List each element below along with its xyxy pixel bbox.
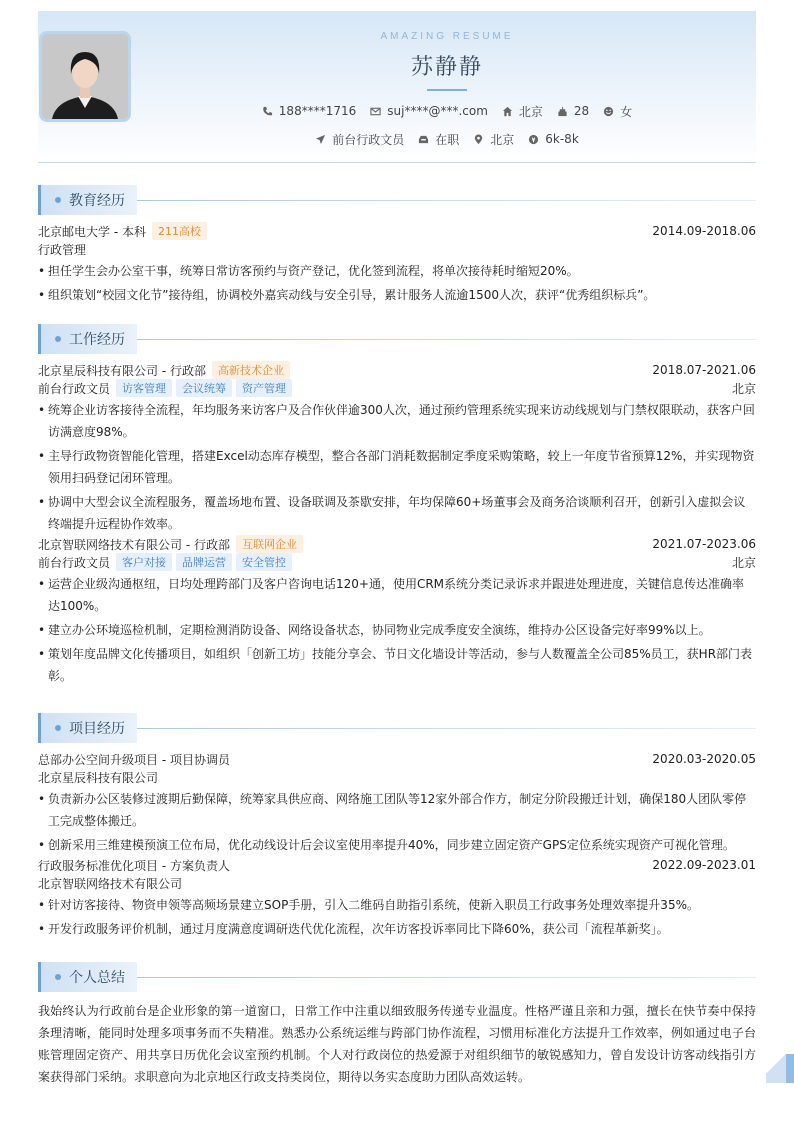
section-header [38,324,756,354]
age-text: 28 [573,104,590,118]
smile-icon [603,106,614,117]
project-org: 北京智联网络技术有限公司 [38,876,183,891]
phone-item [262,104,356,118]
target-city-item [473,131,514,148]
location-pin-icon [473,134,484,145]
school-name: 北京邮电大学 - 本科 [38,224,146,239]
list-item: • 开发行政服务评价机制，通过月度满意度调研迭代优化流程，次年访客投诉率同比下降60%，获公司「流程革新奖」。 [38,918,756,940]
cake-icon [557,106,568,117]
home-icon [502,106,513,117]
position-item [315,131,404,148]
bullet-dot-icon [55,974,61,980]
skill-tag: 访客管理 [116,379,172,397]
section-title: 个人总结 [69,970,125,986]
section-divider [137,339,756,340]
name-underline [427,89,467,91]
city-text: 北京 [518,104,543,119]
company-tag: 高新技术企业 [212,361,290,379]
profile-photo-image [42,34,128,119]
job-role: 前台行政文员 [38,381,111,396]
section-divider [137,977,756,978]
job-role: 前台行政文员 [38,555,111,570]
section-title: 项目经历 [69,721,125,737]
list-item: • 协调中大型会议全流程服务，覆盖场地布置、设备联调及茶歇安排，年均保障60+场董事会及商务洽谈顺利召开，创新引入虚拟会议终端提升远程协作效率。 [38,491,756,535]
role-row [38,379,756,397]
section-header [38,713,756,743]
section-title: 工作经历 [69,332,125,348]
project-date: 2022.09-2023.01 [652,858,756,872]
role-row [38,553,756,571]
summary-section [38,962,756,1088]
section-tab [38,324,137,354]
inbox-icon [418,134,429,145]
salary-item [528,132,579,146]
section-tab [38,185,137,215]
job-date: 2021.07-2023.06 [652,537,756,551]
project-entry [38,856,756,940]
company-name: 北京智联网络技术有限公司 - 行政部 [38,537,230,552]
education-section [38,185,756,306]
intention-row [138,129,756,149]
list-item: • 负责新办公区装修过渡期后勤保障，统筹家具供应商、网络施工团队等12家外部合作方，制定分阶段搬迁计划，确保180人团队零停工完成整体搬迁。 [38,788,756,832]
job-bullets [38,399,756,535]
coin-icon [528,134,539,145]
company-tag: 互联网企业 [236,535,303,553]
project-name: 行政服务标准优化项目 - 方案负责人 [38,858,230,873]
list-item: • 运营企业级沟通枢纽，日均处理跨部门及客户咨询电话120+通，使用CRM系统分类记录诉求并跟进处理进度，关键信息传达准确率达100%。 [38,573,756,617]
send-icon [315,134,326,145]
profile-photo [39,31,131,122]
bullet-dot-icon [55,336,61,342]
position-text: 前台行政文员 [332,132,405,147]
contact-row [138,101,756,121]
job-location: 北京 [731,381,756,396]
list-item: • 创新采用三维建模预演工位布局，优化动线设计后会议室使用率提升40%，同步建立固定资产GPS定位系统实现资产可视化管理。 [38,834,756,856]
work-section [38,324,756,687]
project-section [38,713,756,940]
major: 行政管理 [38,242,87,257]
list-item: • 组织策划“校园文化节”接待组，协调校外嘉宾动线与安全引导，累计服务人流逾1500人次，获评“优秀组织标兵”。 [38,284,756,306]
city-item [502,103,543,120]
project-bullets [38,788,756,856]
section-tab [38,713,137,743]
list-item: • 针对访客接待、物资申领等高频场景建立SOP手册，引入二维码自助指引系统，使新入职员工行政事务处理效率提升35%。 [38,894,756,916]
age-item [557,104,589,118]
section-divider [137,728,756,729]
section-title: 教育经历 [69,193,125,209]
entry-header [38,750,756,768]
project-org: 北京星辰科技有限公司 [38,770,159,785]
skill-tag: 客户对接 [116,553,172,571]
project-date: 2020.03-2020.05 [652,752,756,766]
skill-tag: 资产管理 [236,379,292,397]
phone-text: 188****1716 [278,104,357,118]
bullet-dot-icon [55,725,61,731]
bullet-dot-icon [55,197,61,203]
entry-header [38,856,756,874]
skill-tag: 品牌运营 [176,553,232,571]
list-item: • 策划年度品牌文化传播项目，如组织「创新工坊」技能分享会、节日文化墙设计等活动，参与人数覆盖全公司85%员工，获HR部门表彰。 [38,643,756,687]
education-bullets [38,260,756,306]
tagline: AMAZING RESUME [380,31,514,42]
email-text: suj****@***.com [387,104,488,118]
target-city-text: 北京 [490,132,515,147]
mail-icon [370,106,381,117]
entry-header [38,535,756,553]
org-row [38,874,756,892]
summary-text: 我始终认为行政前台是企业形象的第一道窗口，日常工作中注重以细致服务传递专业温度。性格严谨且亲和力强，擅长在快节奏中保持条理清晰，能同时处理多项事务而不失精准。熟悉办公系统运维与跨部门协作流程，习惯用标准化方法提升工作效率，例如通过电子台账管理固定资产、用共享日历优化会议室预约机制。个人对行政岗位的热爱源于对组织细节的敏锐感知力，曾自发设计访客动线指引方案获得部门采纳。求职意向为北京地区行政支持类岗位，期待以务实态度助力团队高效运转。 [38,1004,756,1084]
salary-text: 6k-8k [545,132,579,146]
project-entry [38,750,756,856]
job-entry [38,535,756,687]
job-entry [38,361,756,535]
education-date: 2014.09-2018.06 [652,224,756,238]
project-name: 总部办公空间升级项目 - 项目协调员 [38,752,230,767]
status-text: 在职 [435,132,460,147]
list-item: • 统筹企业访客接待全流程，年均服务来访客户及合作伙伴逾300人次，通过预约管理系统实现来访动线规划与门禁权限联动，获客户回访满意度98%。 [38,399,756,443]
job-location: 北京 [731,555,756,570]
corner-bar-decoration [786,1054,794,1083]
org-row [38,768,756,786]
section-header [38,962,756,992]
gender-text: 女 [620,104,633,119]
list-item: • 担任学生会办公室干事，统筹日常访客预约与资产登记，优化签到流程，将单次接待耗时缩短20%。 [38,260,756,282]
education-entry [38,222,756,306]
job-bullets [38,573,756,687]
company-name: 北京星辰科技有限公司 - 行政部 [38,363,206,378]
skill-tag: 会议统筹 [176,379,232,397]
section-divider [137,200,756,201]
gender-item [603,103,632,120]
resume-header [38,11,756,163]
school-tag: 211高校 [152,222,207,240]
email-item [370,104,488,118]
job-date: 2018.07-2021.06 [652,363,756,377]
skill-tag: 安全管控 [236,553,292,571]
phone-icon [262,106,273,117]
candidate-name: 苏静静 [410,55,483,80]
list-item: • 建立办公环境巡检机制，定期检测消防设备、网络设备状态，协同物业完成季度安全演练，维持办公区设备完好率99%以上。 [38,619,756,641]
major-row [38,240,756,258]
project-bullets [38,894,756,940]
list-item: • 主导行政物资智能化管理，搭建Excel动态库存模型，整合各部门消耗数据制定季度采购策略，较上一年度节省预算12%，并实现物资领用扫码登记闭环管理。 [38,445,756,489]
entry-header [38,222,756,240]
section-header [38,185,756,215]
header-info [138,11,756,149]
status-item [418,131,459,148]
entry-header [38,361,756,379]
section-tab [38,962,137,992]
